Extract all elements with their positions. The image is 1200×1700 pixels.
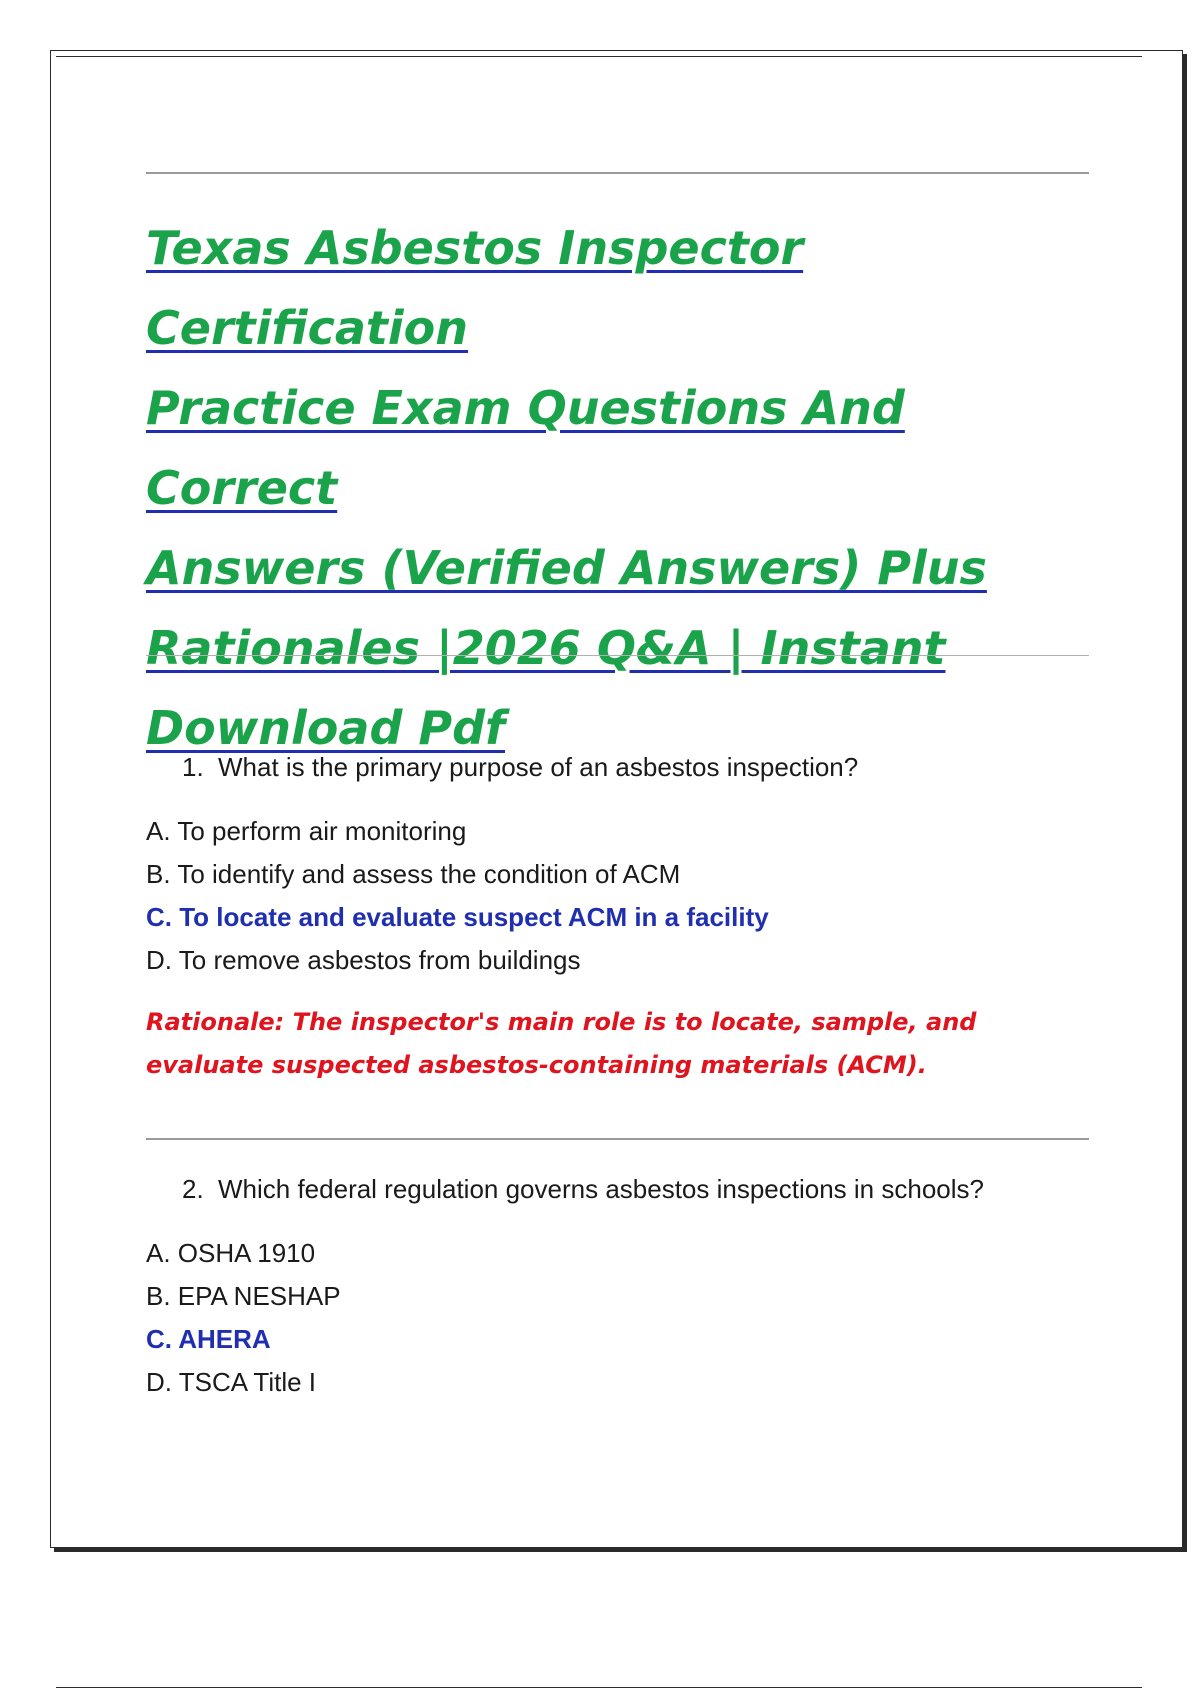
question-1-options — [146, 810, 769, 982]
title-top-divider — [146, 172, 1089, 174]
question-1-option-d: D. To remove asbestos from buildings — [146, 945, 581, 975]
question-2-options — [146, 1232, 341, 1404]
bottom-rule — [56, 1687, 1142, 1688]
question-2-number: 2. — [182, 1174, 204, 1204]
question-1 — [182, 752, 858, 783]
question-1-rationale: Rationale: The inspector's main role is to locate, sample, and evaluate suspected asbestos-containing materials (ACM). — [146, 1008, 977, 1079]
title-bottom-divider — [146, 655, 1089, 656]
question-2-option-c-correct: C. AHERA — [146, 1324, 271, 1354]
question-2-option-a: A. OSHA 1910 — [146, 1238, 316, 1268]
question-2-option-b: B. EPA NESHAP — [146, 1281, 341, 1311]
top-rule — [56, 56, 1142, 57]
title-line-5: Download Pdf — [146, 701, 506, 755]
title-line-1: Texas Asbestos Inspector Certification — [146, 221, 804, 355]
title-line-2: Practice Exam Questions And Correct — [146, 381, 905, 515]
question-2-option-d: D. TSCA Title I — [146, 1367, 317, 1397]
question-1-option-b: B. To identify and assess the condition of ACM — [146, 859, 681, 889]
title-line-3: Answers (Verified Answers) Plus — [146, 541, 987, 595]
question-divider — [146, 1138, 1089, 1140]
question-1-text: What is the primary purpose of an asbestos inspection? — [218, 752, 859, 782]
question-1-option-c-correct: C. To locate and evaluate suspect ACM in a facility — [146, 902, 769, 932]
title-line-4: Rationales |2026 Q&A | Instant — [146, 621, 946, 675]
question-1-number: 1. — [182, 752, 204, 782]
document-title — [146, 208, 1086, 768]
question-2-text: Which federal regulation governs asbestos inspections in schools? — [218, 1174, 984, 1204]
question-2 — [182, 1174, 984, 1205]
question-1-option-a: A. To perform air monitoring — [146, 816, 467, 846]
